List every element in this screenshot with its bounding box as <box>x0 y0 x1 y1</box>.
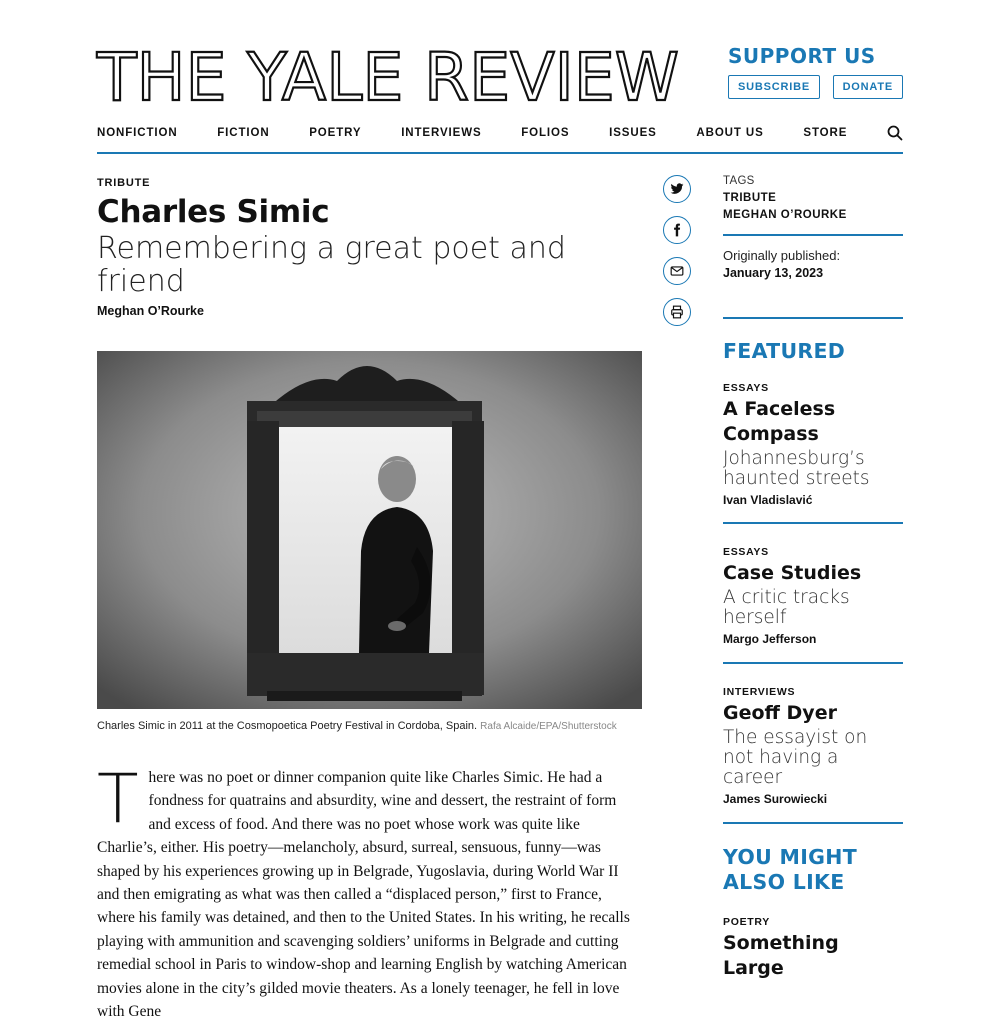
featured-dek: Johannesburg’s haunted streets <box>723 448 870 489</box>
featured-item[interactable] <box>723 546 903 646</box>
support-title: SUPPORT US <box>728 44 876 68</box>
nav-item-nonfiction[interactable]: NONFICTION <box>97 127 178 139</box>
caption-credit: Rafa Alcaide/EPA/Shutterstock <box>480 721 617 732</box>
article-headline: Charles Simic <box>97 194 330 230</box>
subscribe-button[interactable]: SUBSCRIBE <box>728 75 820 99</box>
twitter-icon <box>670 182 684 196</box>
sidebar <box>723 175 903 981</box>
hero-photo-illustration <box>97 351 642 709</box>
site-logo[interactable] <box>96 39 682 116</box>
divider <box>723 662 903 664</box>
logo-text: THE YALE REVIEW <box>96 39 679 116</box>
nav-item-interviews[interactable]: INTERVIEWS <box>401 127 482 139</box>
share-twitter-button[interactable] <box>663 175 691 203</box>
divider <box>723 822 903 824</box>
tag-link[interactable]: MEGHAN O’ROURKE <box>723 209 847 221</box>
search-icon[interactable] <box>887 125 903 141</box>
also-like-title: YOU MIGHT ALSO LIKE <box>723 845 858 894</box>
nav-item-about-us[interactable]: ABOUT US <box>696 127 764 139</box>
nav-item-store[interactable]: STORE <box>803 127 848 139</box>
drop-cap: T <box>97 760 139 839</box>
hero-caption <box>97 720 657 732</box>
nav-item-issues[interactable]: ISSUES <box>609 127 657 139</box>
share-email-button[interactable] <box>663 257 691 285</box>
featured-kicker[interactable]: ESSAYS <box>723 546 769 558</box>
share-bar <box>663 175 691 339</box>
featured-item[interactable] <box>723 686 903 806</box>
nav-item-folios[interactable]: FOLIOS <box>521 127 570 139</box>
donate-button[interactable]: DONATE <box>833 75 903 99</box>
article-byline[interactable]: Meghan O’Rourke <box>97 304 204 318</box>
featured-headline[interactable]: A Faceless Compass <box>723 398 836 445</box>
featured-dek: A critic tracks herself <box>723 587 850 628</box>
tag-link[interactable]: TRIBUTE <box>723 192 777 204</box>
article-kicker[interactable]: TRIBUTE <box>97 177 151 189</box>
article-paragraph: here was no poet or dinner companion quite like Charles Simic. He had a fondness for quatrains and absurdity, wine and dessert, the restraint of form and excess of food. And there was no poet whose work was quite like Charlie’s, either. His poetry—melancholy, absurd, surreal, sensuous, funny—was shaped by his experiences growing up in Belgrade, Yugoslavia, during World War II and then emigrating as what was then called a “displaced person,” first to France, where his family was detained, and then to the United States. In his writing, he recalls playing with ammunition and scavenging soldiers’ uniforms in Belgrade and cutting remedial school in Paris to window-shop and learning English by watching American movies alone in the city’s gilded movie theaters. As a lonely teenager, he fell in love with Gene <box>97 769 630 1021</box>
logo-wordmark <box>96 39 682 116</box>
support-panel <box>728 44 903 99</box>
main-nav <box>97 124 903 154</box>
also-like-headline[interactable]: Something Large <box>723 932 839 979</box>
featured-headline[interactable]: Geoff Dyer <box>723 702 837 724</box>
tags-label: TAGS <box>723 175 755 187</box>
nav-item-fiction[interactable]: FICTION <box>217 127 270 139</box>
print-icon <box>670 305 684 319</box>
published-label: Originally published: <box>723 248 841 263</box>
facebook-icon <box>670 223 684 237</box>
hero-image <box>97 351 642 709</box>
share-print-button[interactable] <box>663 298 691 326</box>
featured-item[interactable] <box>723 382 903 507</box>
nav-item-poetry[interactable]: POETRY <box>309 127 362 139</box>
support-buttons <box>728 75 903 99</box>
featured-dek: The essayist on not having a career <box>723 727 868 788</box>
featured-headline[interactable]: Case Studies <box>723 562 862 584</box>
article-body <box>97 760 642 1023</box>
also-like-kicker[interactable]: POETRY <box>723 916 770 928</box>
featured-author[interactable]: Ivan Vladislavić <box>723 493 813 507</box>
featured-title: FEATURED <box>723 339 846 363</box>
featured-kicker[interactable]: ESSAYS <box>723 382 769 394</box>
caption-text: Charles Simic in 2011 at the Cosmopoetica Poetry Festival in Cordoba, Spain. <box>97 720 478 732</box>
featured-author[interactable]: James Surowiecki <box>723 792 828 806</box>
featured-kicker[interactable]: INTERVIEWS <box>723 686 796 698</box>
featured-author[interactable]: Margo Jefferson <box>723 632 817 646</box>
published-date: January 13, 2023 <box>723 266 824 280</box>
email-icon <box>670 264 684 278</box>
divider <box>723 317 903 319</box>
divider <box>723 234 903 236</box>
share-facebook-button[interactable] <box>663 216 691 244</box>
also-like-item[interactable] <box>723 916 903 981</box>
divider <box>723 522 903 524</box>
article-dek: Remembering a great poet and friend <box>97 231 566 299</box>
